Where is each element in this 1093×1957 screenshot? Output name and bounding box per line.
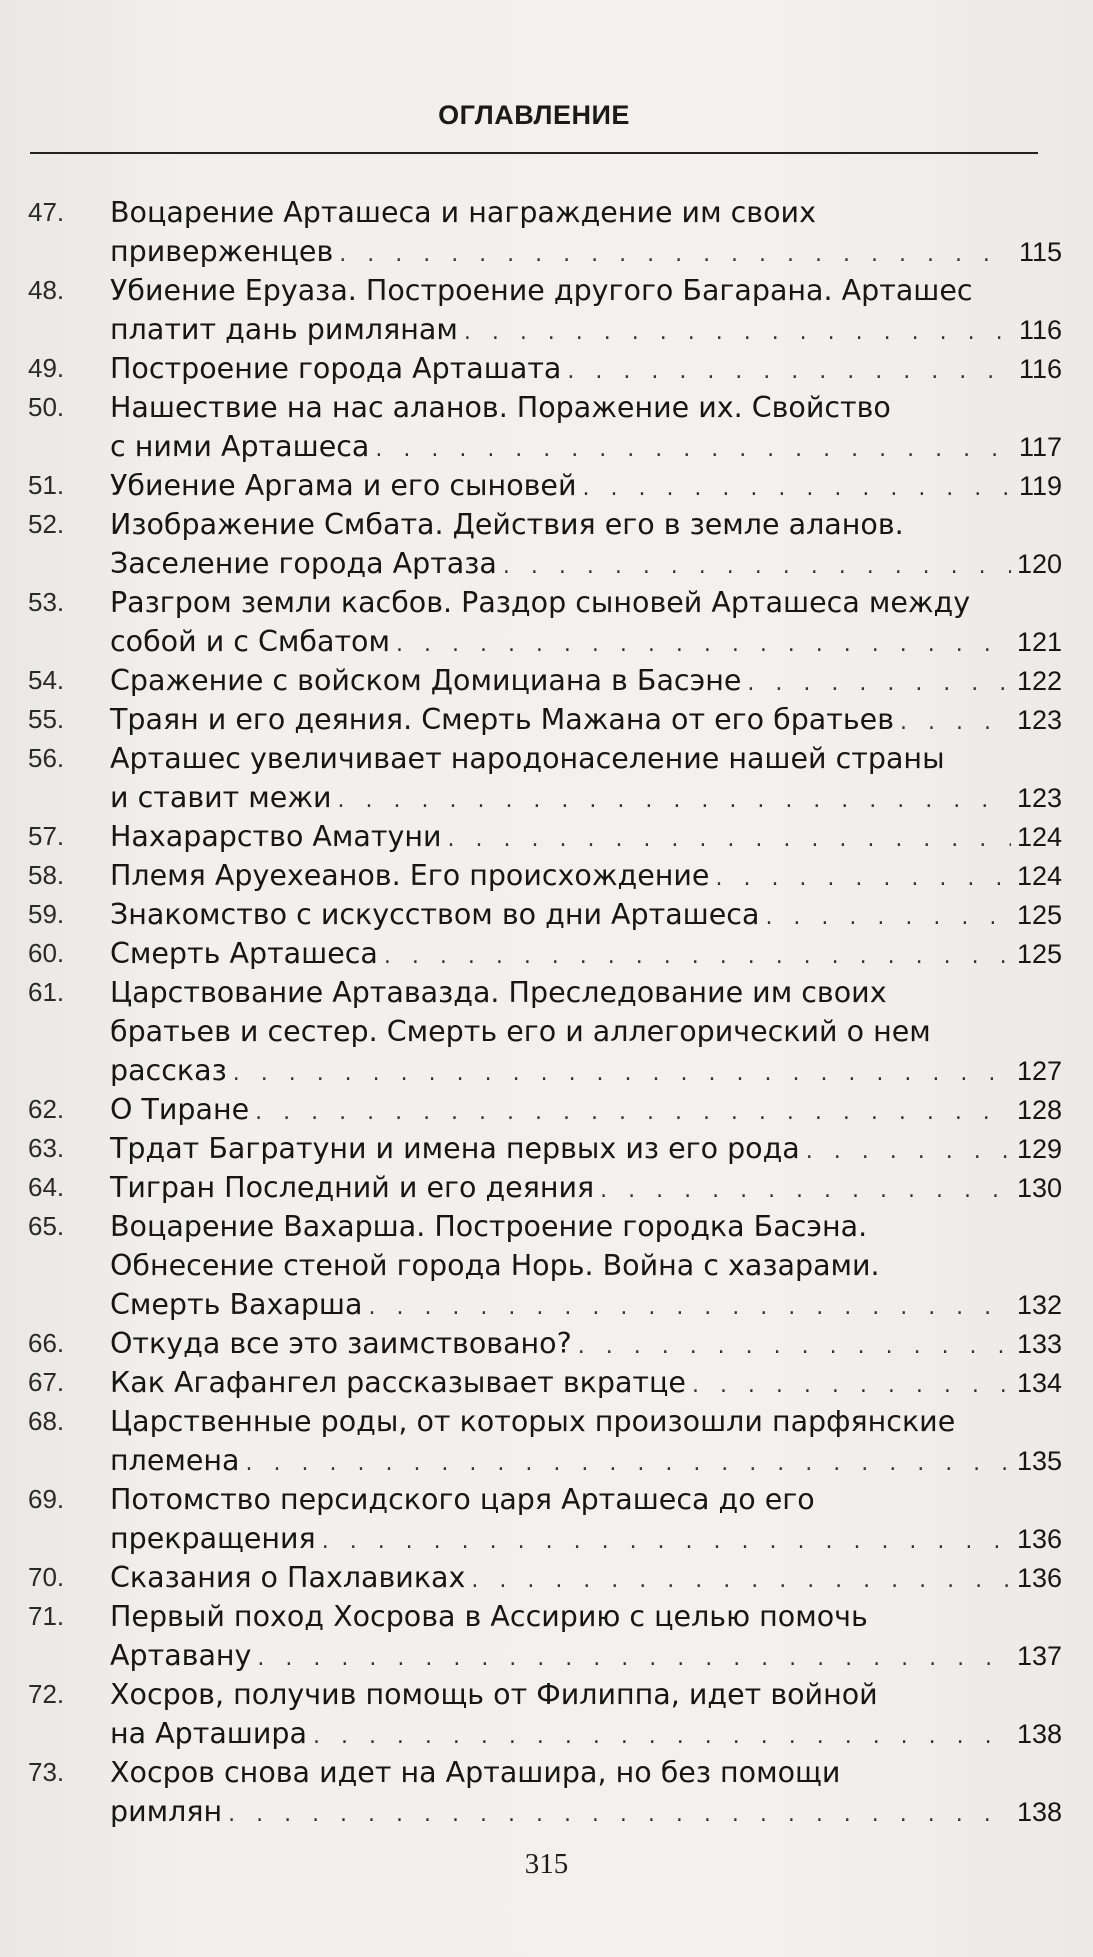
toc-entry-line xyxy=(110,739,1062,778)
toc-entry-body xyxy=(110,193,1062,271)
toc-entry-line xyxy=(110,1402,1062,1441)
toc-entry-page: 123 xyxy=(1016,705,1062,735)
toc-entry-body xyxy=(110,1324,1062,1363)
dot-leader xyxy=(339,235,1013,274)
toc-entry-line xyxy=(110,1285,1062,1324)
toc-entry-title: Сказания о Пахлавиках xyxy=(110,1561,466,1594)
header-rule xyxy=(30,152,1038,154)
toc-entry-title: Знакомство с искусством во дни Арташеса xyxy=(110,898,760,931)
page-header-title: ОГЛАВЛЕНИЕ xyxy=(438,100,630,130)
toc-entry-page: 133 xyxy=(1016,1329,1062,1359)
toc-entry-page: 128 xyxy=(1016,1095,1062,1125)
toc-entry-line xyxy=(110,1792,1062,1831)
dot-leader xyxy=(747,664,1011,703)
toc-entry-number: 54. xyxy=(28,665,65,695)
toc-entry-title: Траян и его деяния. Смерть Мажана от его братьев xyxy=(110,703,894,736)
toc-entry-number: 72. xyxy=(28,1679,65,1709)
toc-entry-number: 70. xyxy=(28,1562,65,1592)
toc-entry-page: 135 xyxy=(1016,1446,1062,1476)
toc-entry xyxy=(0,817,1093,856)
toc-entry-page: 130 xyxy=(1016,1173,1062,1203)
toc-entry-body xyxy=(110,1090,1062,1129)
toc-entry-line xyxy=(110,505,1062,544)
toc-entry-title: собой и с Смбатом xyxy=(110,625,390,658)
toc-entry-line xyxy=(110,1558,1062,1597)
dot-leader xyxy=(228,1795,1011,1834)
toc-entry-title: Разгром земли касбов. Раздор сыновей Арташеса между xyxy=(110,586,971,619)
dot-leader xyxy=(578,1327,1011,1366)
toc-entry-title: Царственные роды, от которых произошли парфянские xyxy=(110,1405,956,1438)
toc-entry-page: 134 xyxy=(1016,1368,1062,1398)
toc-entry-page: 138 xyxy=(1016,1797,1062,1827)
dot-leader xyxy=(368,1288,1010,1327)
toc-entry-line xyxy=(110,778,1062,817)
toc-entry-title: Потомство персидского царя Арташеса до его xyxy=(110,1483,815,1516)
toc-entry-line xyxy=(110,973,1062,1012)
dot-leader xyxy=(338,781,1011,820)
toc-entry-line xyxy=(110,232,1062,271)
toc-entry-line xyxy=(110,1129,1062,1168)
toc-entry-page: 137 xyxy=(1016,1641,1062,1671)
toc-entry-line xyxy=(110,583,1062,622)
toc-entry-page: 119 xyxy=(1018,471,1062,501)
toc-entry xyxy=(0,1675,1093,1753)
toc-entry-number: 51. xyxy=(28,470,65,500)
toc-entry-title: Нашествие на нас аланов. Поражение их. Свойство xyxy=(110,391,891,424)
dot-leader xyxy=(765,898,1011,937)
toc-entry-body xyxy=(110,1675,1062,1753)
toc-entry-line xyxy=(110,388,1062,427)
page-number: 315 xyxy=(524,1848,569,1880)
toc-entry-title: Трдат Багратуни и имена первых из его рода xyxy=(110,1132,800,1165)
toc-entry-title: прекращения xyxy=(110,1522,316,1555)
toc-entry-title: Построение города Арташата xyxy=(110,352,562,385)
toc-entry-page: 116 xyxy=(1018,315,1062,345)
toc-entry-title: на Арташира xyxy=(110,1717,307,1750)
toc-entry-line xyxy=(110,1753,1062,1792)
toc-entry-title: Смерть Арташеса xyxy=(110,937,378,970)
toc-entry-page: 122 xyxy=(1016,666,1062,696)
toc-entry-page: 132 xyxy=(1016,1290,1062,1320)
toc-entry-title: и ставит межи xyxy=(110,781,332,814)
toc-entry-body xyxy=(110,1753,1062,1831)
toc-entry-body xyxy=(110,1558,1062,1597)
toc-entry-body xyxy=(110,349,1062,388)
toc-entry-line xyxy=(110,1675,1062,1714)
toc-entry xyxy=(0,505,1093,583)
dot-leader xyxy=(448,820,1011,859)
toc-entry-line xyxy=(110,1636,1062,1675)
toc-entry-title: О Тиране xyxy=(110,1093,250,1126)
toc-entry-page: 136 xyxy=(1016,1563,1062,1593)
toc-entry xyxy=(0,1480,1093,1558)
toc-entry-line xyxy=(110,271,1062,310)
toc-entry xyxy=(0,1558,1093,1597)
toc-entry-body xyxy=(110,1168,1062,1207)
toc-entry-number: 56. xyxy=(28,743,65,773)
toc-entry-number: 68. xyxy=(28,1406,65,1436)
toc-entry-title: Убиение Еруаза. Построение другого Багарана. Арташес xyxy=(110,274,973,307)
toc-entry-line xyxy=(110,1363,1062,1402)
toc-entry-body xyxy=(110,1207,1062,1324)
toc-entry-line xyxy=(110,310,1062,349)
toc-entry-number: 66. xyxy=(28,1328,65,1358)
toc-entry-title: Воцарение Арташеса и награждение им своих xyxy=(110,196,816,229)
toc-entry-body xyxy=(110,661,1062,700)
toc-entry-line xyxy=(110,1441,1062,1480)
toc-entry-number: 60. xyxy=(28,938,65,968)
toc-entry-page: 138 xyxy=(1016,1719,1062,1749)
toc-entry-number: 65. xyxy=(28,1211,65,1241)
dot-leader xyxy=(567,352,1013,391)
toc-entry-line xyxy=(110,427,1062,466)
toc-entry-body xyxy=(110,583,1062,661)
toc-entry-page: 124 xyxy=(1016,861,1062,891)
toc-entry-title: Как Агафангел рассказывает вкратце xyxy=(110,1366,686,1399)
toc-entry-line xyxy=(110,1207,1062,1246)
toc-entry-number: 53. xyxy=(28,587,65,617)
toc-entry-title: Убиение Аргама и его сыновей xyxy=(110,469,577,502)
toc-entry xyxy=(0,1324,1093,1363)
dot-leader xyxy=(375,430,1013,469)
dot-leader xyxy=(384,937,1011,976)
toc-entry-title: римлян xyxy=(110,1795,223,1828)
toc-entry-number: 47. xyxy=(28,197,65,227)
toc-entry xyxy=(0,1129,1093,1168)
toc-entry-line xyxy=(110,1012,1062,1051)
toc-entry-title: Хосров снова идет на Арташира, но без помощи xyxy=(110,1756,841,1789)
toc-entry-line xyxy=(110,1480,1062,1519)
toc-entry-line xyxy=(110,1051,1062,1090)
toc-entry xyxy=(0,934,1093,973)
toc-entry-line xyxy=(110,1324,1062,1363)
toc-entry-line xyxy=(110,856,1062,895)
toc-entry-number: 50. xyxy=(28,392,65,422)
toc-entry-number: 58. xyxy=(28,860,65,890)
toc-entry-title: Откуда все это заимствовано? xyxy=(110,1327,572,1360)
toc-entry xyxy=(0,1168,1093,1207)
toc-entry-number: 62. xyxy=(28,1094,65,1124)
toc-entry-body xyxy=(110,505,1062,583)
toc-entry-page: 116 xyxy=(1018,354,1062,384)
dot-leader xyxy=(692,1366,1011,1405)
toc-entry xyxy=(0,466,1093,505)
toc-entry-line xyxy=(110,1714,1062,1753)
toc-entry-number: 52. xyxy=(28,509,65,539)
toc-entry-page: 136 xyxy=(1016,1524,1062,1554)
toc-entry-body xyxy=(110,700,1062,739)
dot-leader xyxy=(471,1561,1011,1600)
toc-entry-line xyxy=(110,1246,1062,1285)
toc-entry-line xyxy=(110,895,1062,934)
toc-entry-line xyxy=(110,1090,1062,1129)
toc-entry xyxy=(0,1207,1093,1324)
toc-entry-page: 121 xyxy=(1016,627,1062,657)
dot-leader xyxy=(255,1093,1011,1132)
toc-entry-line xyxy=(110,1597,1062,1636)
toc-entry-title: приверженцев xyxy=(110,235,334,268)
toc-entry-number: 67. xyxy=(28,1367,65,1397)
toc-entry-title: Тигран Последний и его деяния xyxy=(110,1171,595,1204)
toc-entry-body xyxy=(110,466,1062,505)
toc-entry-number: 69. xyxy=(28,1484,65,1514)
toc-entry-title: Сражение с войском Домициана в Басэне xyxy=(110,664,742,697)
toc-entry-line xyxy=(110,466,1062,505)
toc-entry-body xyxy=(110,895,1062,934)
toc-entry xyxy=(0,856,1093,895)
toc-entry-title: Изображение Смбата. Действия его в земле аланов. xyxy=(110,508,904,541)
dot-leader xyxy=(600,1171,1011,1210)
toc-entry-line xyxy=(110,1519,1062,1558)
toc-entry-page: 129 xyxy=(1016,1134,1062,1164)
toc-entry-page: 124 xyxy=(1016,822,1062,852)
toc-entry xyxy=(0,271,1093,349)
table-of-contents xyxy=(0,193,1093,1831)
toc-entry-title: Первый поход Хосрова в Ассирию с целью помочь xyxy=(110,1600,868,1633)
toc-entry xyxy=(0,583,1093,661)
dot-leader xyxy=(900,703,1011,742)
toc-entry-page: 123 xyxy=(1016,783,1062,813)
toc-entry-number: 73. xyxy=(28,1757,65,1787)
toc-entry-number: 64. xyxy=(28,1172,65,1202)
toc-entry-page: 117 xyxy=(1018,432,1062,462)
toc-entry-number: 63. xyxy=(28,1133,65,1163)
toc-entry xyxy=(0,1090,1093,1129)
toc-entry xyxy=(0,739,1093,817)
toc-entry-title: Заселение города Артаза xyxy=(110,547,497,580)
toc-entry-number: 71. xyxy=(28,1601,65,1631)
dot-leader xyxy=(464,313,1013,352)
toc-entry-number: 48. xyxy=(28,275,65,305)
toc-entry-body xyxy=(110,856,1062,895)
toc-entry-body xyxy=(110,1363,1062,1402)
toc-entry-body xyxy=(110,1480,1062,1558)
toc-entry-title: с ними Арташеса xyxy=(110,430,370,463)
toc-entry-title: братьев и сестер. Смерть его и аллегорический о нем xyxy=(110,1015,931,1048)
dot-leader xyxy=(322,1522,1011,1561)
toc-entry-body xyxy=(110,934,1062,973)
toc-entry-number: 55. xyxy=(28,704,65,734)
toc-entry-line xyxy=(110,817,1062,856)
toc-entry xyxy=(0,1597,1093,1675)
toc-entry-body xyxy=(110,973,1062,1090)
toc-entry-line xyxy=(110,934,1062,973)
toc-entry-line xyxy=(110,193,1062,232)
dot-leader xyxy=(396,625,1011,664)
toc-entry-body xyxy=(110,817,1062,856)
toc-entry-body xyxy=(110,1597,1062,1675)
toc-entry-title: Воцарение Вахарша. Построение городка Басэна. xyxy=(110,1210,868,1243)
toc-entry-title: платит дань римлянам xyxy=(110,313,458,346)
dot-leader xyxy=(582,469,1012,508)
toc-entry-title: Нахарарство Аматуни xyxy=(110,820,442,853)
toc-entry-title: Племя Аруехеанов. Его происхождение xyxy=(110,859,710,892)
toc-entry-title: рассказ xyxy=(110,1054,227,1087)
toc-entry-title: племена xyxy=(110,1444,240,1477)
toc-entry-page: 120 xyxy=(1016,549,1062,579)
toc-entry-page: 125 xyxy=(1016,900,1062,930)
toc-entry-body xyxy=(110,271,1062,349)
toc-entry-number: 59. xyxy=(28,899,65,929)
toc-entry-line xyxy=(110,544,1062,583)
toc-entry-page: 115 xyxy=(1018,237,1062,267)
toc-entry-body xyxy=(110,739,1062,817)
toc-entry-line xyxy=(110,661,1062,700)
toc-entry-number: 57. xyxy=(28,821,65,851)
toc-entry xyxy=(0,973,1093,1090)
toc-entry-title: Артавану xyxy=(110,1639,252,1672)
toc-entry-body xyxy=(110,1402,1062,1480)
toc-entry-line xyxy=(110,349,1062,388)
dot-leader xyxy=(313,1717,1011,1756)
toc-entry xyxy=(0,661,1093,700)
toc-entry xyxy=(0,895,1093,934)
toc-entry-title: Хосров, получив помощь от Филиппа, идет войной xyxy=(110,1678,878,1711)
toc-entry-line xyxy=(110,700,1062,739)
dot-leader xyxy=(806,1132,1011,1171)
toc-entry xyxy=(0,193,1093,271)
toc-entry-number: 61. xyxy=(28,977,65,1007)
toc-entry-line xyxy=(110,622,1062,661)
toc-entry xyxy=(0,1402,1093,1480)
toc-entry-body xyxy=(110,1129,1062,1168)
toc-entry-page: 127 xyxy=(1016,1056,1062,1086)
toc-entry-number: 49. xyxy=(28,353,65,383)
toc-entry-body xyxy=(110,388,1062,466)
toc-entry-page: 125 xyxy=(1016,939,1062,969)
toc-entry-title: Арташес увеличивает народонаселение нашей страны xyxy=(110,742,945,775)
toc-entry xyxy=(0,1363,1093,1402)
dot-leader xyxy=(233,1054,1011,1093)
toc-entry xyxy=(0,1753,1093,1831)
toc-entry xyxy=(0,700,1093,739)
toc-entry xyxy=(0,349,1093,388)
dot-leader xyxy=(246,1444,1011,1483)
toc-entry-title: Смерть Вахарша xyxy=(110,1288,363,1321)
dot-leader xyxy=(257,1639,1011,1678)
dot-leader xyxy=(503,547,1011,586)
toc-entry-line xyxy=(110,1168,1062,1207)
toc-entry-title: Обнесение стеной города Норь. Война с хазарами. xyxy=(110,1249,880,1282)
dot-leader xyxy=(715,859,1010,898)
toc-entry-title: Царствование Артавазда. Преследование им своих xyxy=(110,976,887,1009)
toc-entry xyxy=(0,388,1093,466)
